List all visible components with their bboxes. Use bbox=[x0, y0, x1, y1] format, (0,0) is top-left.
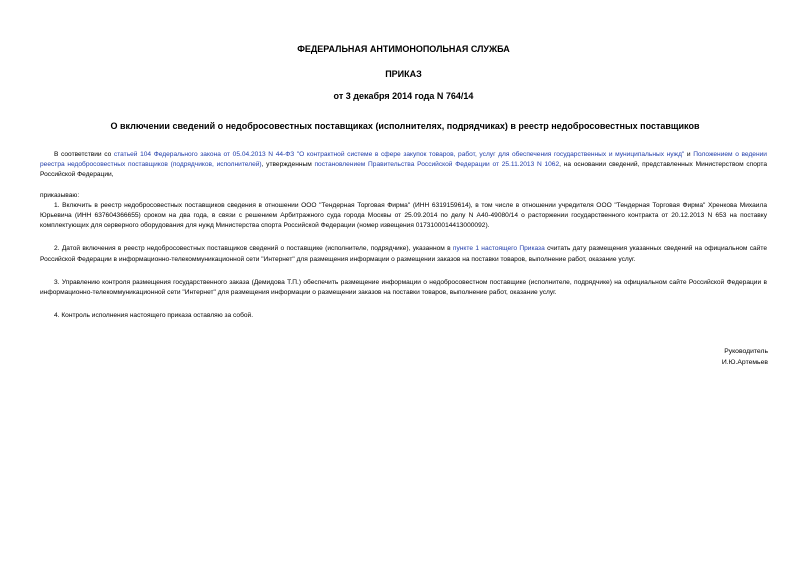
intro-text-3: , утвержденным bbox=[261, 161, 315, 169]
signature-block bbox=[722, 346, 768, 368]
agency-name: ФЕДЕРАЛЬНАЯ АНТИМОНОПОЛЬНАЯ СЛУЖБА bbox=[297, 44, 510, 54]
document-title: О включении сведений о недобросовестных поставщиках (исполнителях, подрядчиках) в реестр недобросовестных поставщиков bbox=[110, 121, 700, 131]
government-decree-link[interactable]: постановлением Правительства Российской Федерации от 25.11.2013 N 1062 bbox=[314, 161, 560, 169]
document-date-number: от 3 декабря 2014 года N 764/14 bbox=[333, 91, 474, 101]
order-item-2 bbox=[40, 244, 767, 264]
document-type: ПРИКАЗ bbox=[385, 69, 422, 79]
item2-text-1: 2. Датой включения в реестр недобросовестных поставщиков сведений о поставщике (исполнителе, подрядчике), указанном в bbox=[54, 245, 453, 253]
intro-text-4: , на основании сведений, представленных Министерством спорта Российской Федерации, bbox=[40, 161, 767, 179]
document-body bbox=[40, 150, 767, 321]
intro-text-1: В соответствии со bbox=[54, 151, 114, 158]
order-item-3: 3. Управлению контроля размещения государственного заказа (Демидова Т.П.) обеспечить размещение информации о недобросовестном поставщике (исполнителе, подрядчике) на официальном сайте Российской Федерации в информационно-телекоммуникационной сети "Интернет" для размещения информации о размещении заказов на поставки товаров, выполнение работ, оказание услуг. bbox=[40, 278, 767, 297]
registry-regulation-link[interactable]: Положением о ведении реестра недобросовестных поставщиков (подрядчиков, исполнителей) bbox=[40, 151, 767, 169]
intro-text-2: и bbox=[684, 151, 694, 158]
order-item-4: 4. Контроль исполнения настоящего приказа оставляю за собой. bbox=[54, 312, 254, 320]
order-word: приказываю: bbox=[40, 191, 80, 199]
law-article-link[interactable]: статьей 104 Федерального закона от 05.04.2013 N 44-ФЗ "О контрактной системе в сфере закупок товаров, работ, услуг для обеспечения государственных и муниципальных нужд" bbox=[113, 151, 685, 158]
order-item-1: 1. Включить в реестр недобросовестных поставщиков сведения в отношении ООО "Тендерная Торговая Фирма" (ИНН 6319159614), в том числе в отношении учредителя ООО "Тендерная Торговая Фирма" Хренкова Михаила Юрьевича (ИНН 637604366655) сроком на два года, в связи с решением Арбитражного суда города Москвы от 25.09.2014 по делу N А40-49080/14 о расторжении государственного контракта от 20.12.2013 N 653 на поставку комплектующих для серверного оборудования для нужд Министерства спорта Российской Федерации (номер извещения 0173100014413000092). bbox=[40, 201, 767, 230]
signatory-name: И.Ю.Артемьев bbox=[721, 359, 768, 366]
intro-paragraph bbox=[40, 150, 767, 181]
signatory-role: Руководитель bbox=[724, 348, 768, 355]
item2-text-2: считать дату размещения указанных сведений на официальном сайте Российской Федерации в информационно-телекоммуникационной сети "Интернет" для размещения информации о размещении заказов на поставки товаров, выполнение работ, оказание услуг. bbox=[40, 245, 768, 263]
item-1-reference-link[interactable]: пункте 1 настоящего Приказа bbox=[452, 245, 545, 253]
